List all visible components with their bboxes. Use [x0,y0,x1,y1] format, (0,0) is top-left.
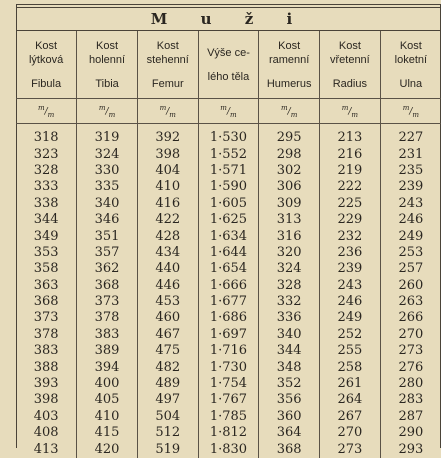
table-cell: 398 [137,146,198,162]
table-cell: 213 [320,130,381,146]
table-cell: 235 [380,163,441,179]
table-cell: 1·666 [198,278,259,294]
table-cell: 1·625 [198,212,259,228]
table-cell: 1·677 [198,294,259,310]
table-cell: 352 [259,376,320,392]
table-cell: 319 [77,130,138,146]
table-cell: 403 [33,408,59,424]
table-cell: 246 [380,212,441,228]
table-cell: 276 [380,359,441,375]
unit-cell: $^m/_m$ [77,99,138,124]
table-cell: 519 [137,441,198,457]
table-cell: 320 [259,245,320,261]
table-cell: 273 [380,343,441,359]
table-title: M u ž i [16,8,441,31]
table-cell: 1·730 [198,359,259,375]
table-row [16,392,441,408]
table-row [16,278,441,294]
table-cell: 368 [77,278,138,294]
table-cell: 504 [137,409,198,425]
table-cell: 249 [320,310,381,326]
table-cell: 340 [259,327,320,343]
table-cell: 253 [380,245,441,261]
table-cell: 1·571 [198,163,259,179]
table-cell: 373 [33,310,59,326]
table-cell: 236 [320,245,381,261]
table-cell: 362 [77,261,138,277]
column-header: Kost loketní Ulna [380,31,441,99]
table-row [16,376,441,392]
table-row [16,212,441,228]
table-cell: 351 [77,228,138,244]
table-cell: 1·590 [198,179,259,195]
table-cell: 338 [33,195,59,211]
table-cell: 344 [259,343,320,359]
table-cell: 318 [33,130,59,146]
table-cell: 263 [380,294,441,310]
table-cell: 336 [259,310,320,326]
table-cell: 446 [137,278,198,294]
table-cell: 290 [380,425,441,441]
table-row [16,130,441,146]
table-cell: 333 [33,179,59,195]
table-cell: 266 [380,310,441,326]
table-cell: 323 [33,146,59,162]
table-row [16,146,441,162]
table-cell: 363 [33,277,59,293]
table-cell: 330 [77,163,138,179]
table-cell: 258 [320,359,381,375]
table-cell: 255 [320,343,381,359]
table-cell: 434 [137,245,198,261]
table-cell: 398 [33,392,59,408]
table-cell: 332 [259,294,320,310]
table-cell: 346 [77,212,138,228]
column-header: Kost stehenní Femur [137,31,198,99]
table-cell: 489 [137,376,198,392]
column-header: Kost vřetenní Radius [320,31,381,99]
table-cell: 1·830 [198,441,259,457]
table-row [16,359,441,375]
table-cell: 239 [320,261,381,277]
table-cell: 1·754 [198,376,259,392]
table-cell: 1·716 [198,343,259,359]
table-cell: 373 [77,294,138,310]
table-cell: 405 [77,392,138,408]
table-cell: 394 [77,359,138,375]
table-cell: 413 [33,441,59,457]
table-cell: 283 [380,392,441,408]
table-cell: 324 [77,146,138,162]
table-cell: 357 [77,245,138,261]
table-cell: 1·605 [198,196,259,212]
table-cell: 453 [137,294,198,310]
column-header: Kost lýtková Fibula [16,31,77,99]
data-body [16,130,441,458]
table-cell: 364 [259,425,320,441]
table-cell: 344 [33,212,59,228]
table-cell: 389 [77,343,138,359]
table-cell: 243 [380,196,441,212]
unit-cell: $^m/_m$ [137,99,198,124]
table-cell: 383 [77,327,138,343]
table-cell: 295 [259,130,320,146]
table-cell: 392 [137,130,198,146]
table-cell: 1·552 [198,146,259,162]
table-cell: 239 [380,179,441,195]
table-cell: 1·654 [198,261,259,277]
table-cell: 225 [320,196,381,212]
table-cell: 335 [77,179,138,195]
table-cell: 378 [77,310,138,326]
table-cell: 410 [77,409,138,425]
table-row [16,196,441,212]
column-header: Kost ramenní Humerus [259,31,320,99]
table-row [16,245,441,261]
table-cell: 512 [137,425,198,441]
unit-cell: $^m/_m$ [16,99,77,124]
measurements-table [16,31,441,458]
table-cell: 368 [33,294,59,310]
table-cell: 340 [77,196,138,212]
table-row [16,179,441,195]
table-row [16,261,441,277]
table-cell: 358 [33,261,59,277]
unit-cell: $^m/_m$ [259,99,320,124]
header-row [16,31,441,99]
table-row [16,310,441,326]
table-cell: 267 [320,409,381,425]
table-cell: 257 [380,261,441,277]
table-cell: 270 [320,425,381,441]
table-cell: 306 [259,179,320,195]
table-cell: 1·697 [198,327,259,343]
table-row [16,409,441,425]
table-cell: 298 [259,146,320,162]
unit-cell: $^m/_m$ [320,99,381,124]
table-cell: 440 [137,261,198,277]
unit-cell: $^m/_m$ [380,99,441,124]
unit-cell: $^m/_m$ [198,99,259,124]
table-cell: 383 [33,343,59,359]
table-cell: 252 [320,327,381,343]
table-cell: 408 [33,425,59,441]
table-cell: 416 [137,196,198,212]
table-cell: 475 [137,343,198,359]
table-cell: 264 [320,392,381,408]
table-cell: 232 [320,228,381,244]
table-cell: 1·634 [198,228,259,244]
table-cell: 231 [380,146,441,162]
table-row [16,327,441,343]
table-cell: 260 [380,278,441,294]
table-cell: 353 [33,244,59,260]
table-cell: 360 [259,409,320,425]
table-cell: 216 [320,146,381,162]
table-cell: 368 [259,441,320,457]
table-cell: 1·686 [198,310,259,326]
table-row [16,294,441,310]
table-cell: 348 [259,359,320,375]
table-cell: 482 [137,359,198,375]
table-cell: 261 [320,376,381,392]
table-cell: 460 [137,310,198,326]
table-cell: 302 [259,163,320,179]
table-cell: 420 [77,441,138,457]
table-cell: 313 [259,212,320,228]
table-cell: 1·530 [198,130,259,146]
table-cell: 309 [259,196,320,212]
table-cell: 227 [380,130,441,146]
table-cell: 246 [320,294,381,310]
table-cell: 249 [380,228,441,244]
table-cell: 422 [137,212,198,228]
table-cell: 324 [259,261,320,277]
table-cell: 467 [137,327,198,343]
table-cell: 280 [380,376,441,392]
table-cell: 393 [33,376,59,392]
table-cell: 273 [320,441,381,457]
table-cell: 1·767 [198,392,259,408]
table-cell: 328 [33,162,59,178]
table-cell: 243 [320,278,381,294]
table-cell: 404 [137,163,198,179]
table-cell: 1·785 [198,409,259,425]
column-header: Výše ce- lého těla [198,31,259,99]
table-cell: 410 [137,179,198,195]
table-cell: 229 [320,212,381,228]
table-cell: 1·812 [198,425,259,441]
table-cell: 219 [320,163,381,179]
table-cell: 378 [33,326,59,342]
table-cell: 388 [33,359,59,375]
table-row [16,228,441,244]
table-cell: 1·644 [198,245,259,261]
table-cell: 415 [77,425,138,441]
table-cell: 316 [259,228,320,244]
table-cell: 400 [77,376,138,392]
column-header: Kost holenní Tibia [77,31,138,99]
table-row [16,163,441,179]
units-row [16,99,441,124]
table-cell: 349 [33,228,59,244]
table-row [16,343,441,359]
table-cell: 356 [259,392,320,408]
table-cell: 293 [380,441,441,457]
table-cell: 222 [320,179,381,195]
table-cell: 497 [137,392,198,408]
table-cell: 428 [137,228,198,244]
table-cell: 270 [380,327,441,343]
table-cell: 287 [380,409,441,425]
table-row [16,425,441,441]
table-cell: 328 [259,278,320,294]
